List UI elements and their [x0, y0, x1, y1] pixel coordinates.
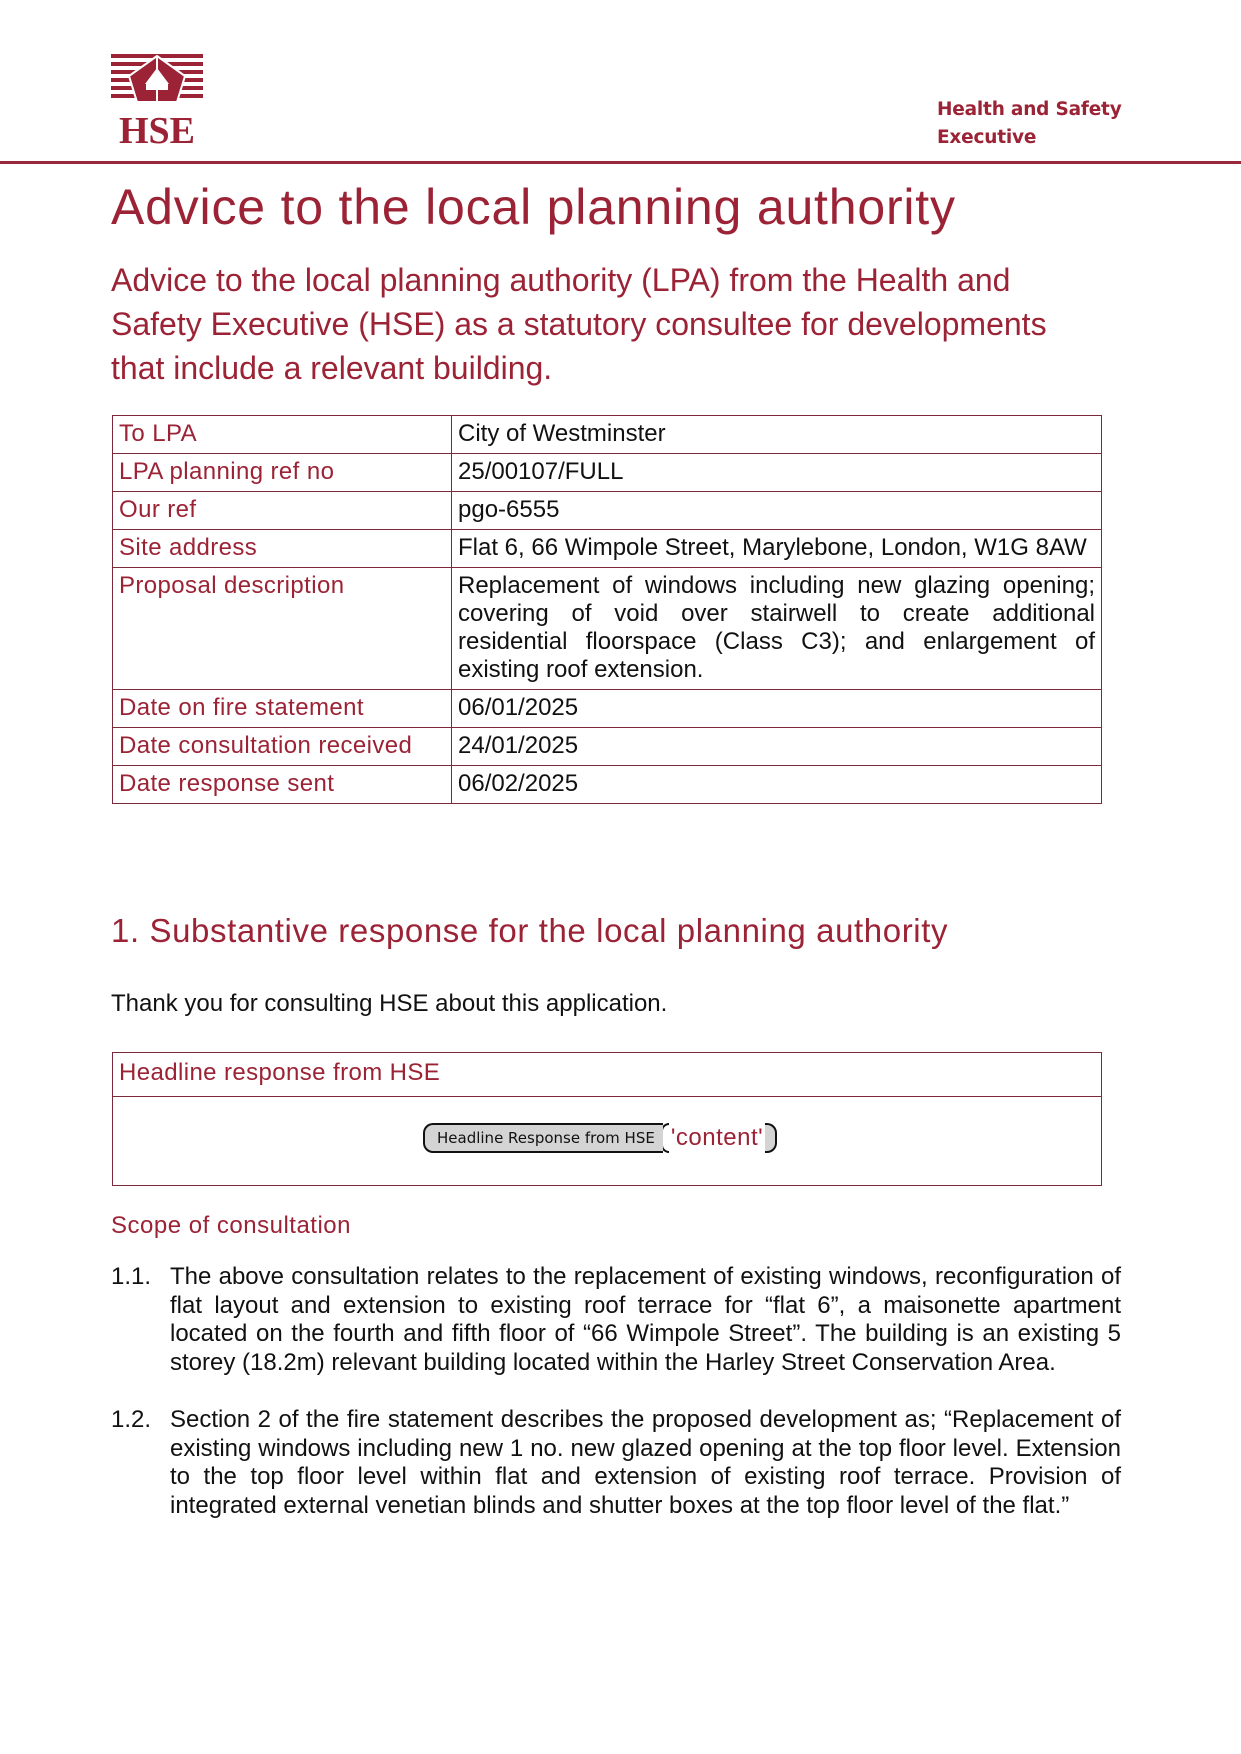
content-control-close-bracket [765, 1123, 777, 1153]
table-row [113, 766, 1102, 804]
hse-logo [111, 54, 203, 146]
logo-text: HSE [118, 110, 196, 146]
paragraph-number: 1.1. [111, 1263, 152, 1290]
org-name-line2: Executive [937, 127, 1037, 148]
row-label: Date consultation received [113, 728, 452, 766]
row-label: Date on fire statement [113, 690, 452, 728]
paragraph-text: Section 2 of the fire statement describes the proposed development as; “Replacement of existing windows including new 1 no. new glazed opening at the top floor level. Extension to the top floor level within flat and extension of existing roof terrace. Provision of integrated external venetian blinds and shutter boxes at the top floor level of the flat.” [170, 1406, 1121, 1519]
row-value: 25/00107/FULL [452, 454, 1102, 492]
content-control[interactable] [423, 1123, 777, 1153]
intro-text: Thank you for consulting HSE about this application. [111, 990, 668, 1017]
paragraph-text: The above consultation relates to the replacement of existing windows, reconfiguration of flat layout and extension to existing roof terrace for “flat 6”, a maisonette apartment located on the fourth and fifth floor of “66 Wimpole Street”. The building is an existing 5 storey (18.2m) relevant building located within the Harley Street Conservation Area. [170, 1263, 1121, 1376]
headline-box-body [113, 1097, 1101, 1183]
table-row [113, 728, 1102, 766]
table-row [113, 454, 1102, 492]
table-row [113, 492, 1102, 530]
headline-box-title: Headline response from HSE [113, 1053, 1101, 1097]
page-subtitle: Advice to the local planning authority (LPA) from the Health and Safety Executive (HSE) as a statutory consultee for developments that include a relevant building. [111, 262, 1047, 386]
row-label: LPA planning ref no [113, 454, 452, 492]
row-label: Our ref [113, 492, 452, 530]
row-value: Flat 6, 66 Wimpole Street, Marylebone, London, W1G 8AW [452, 530, 1102, 568]
row-value: City of Westminster [452, 416, 1102, 454]
header-divider [0, 161, 1241, 164]
row-value: Replacement of windows including new glazing opening; covering of void over stairwell to create additional residential floorspace (Class C3); and enlargement of existing roof extension. [452, 568, 1102, 690]
content-control-value[interactable]: 'content' [670, 1124, 764, 1151]
row-value: 06/02/2025 [452, 766, 1102, 804]
numbered-paragraph [111, 1263, 1121, 1377]
page-title: Advice to the local planning authority [111, 179, 956, 235]
headline-response-box [112, 1052, 1102, 1186]
row-label: To LPA [113, 416, 452, 454]
content-control-tag[interactable]: Headline Response from HSE [423, 1123, 663, 1153]
table-row [113, 690, 1102, 728]
row-label: Date response sent [113, 766, 452, 804]
row-value: pgo-6555 [452, 492, 1102, 530]
organisation-name [937, 96, 1122, 152]
paragraph-number: 1.2. [111, 1406, 152, 1433]
numbered-paragraph [111, 1406, 1121, 1520]
row-value: 06/01/2025 [452, 690, 1102, 728]
org-name-line1: Health and Safety [937, 99, 1122, 120]
row-label: Site address [113, 530, 452, 568]
row-value: 24/01/2025 [452, 728, 1102, 766]
row-label: Proposal description [113, 568, 452, 690]
table-row [113, 530, 1102, 568]
scope-heading: Scope of consultation [111, 1212, 351, 1239]
section-heading: 1. Substantive response for the local planning authority [111, 912, 949, 949]
consultation-details-table [112, 415, 1102, 804]
table-row [113, 568, 1102, 690]
table-row [113, 416, 1102, 454]
